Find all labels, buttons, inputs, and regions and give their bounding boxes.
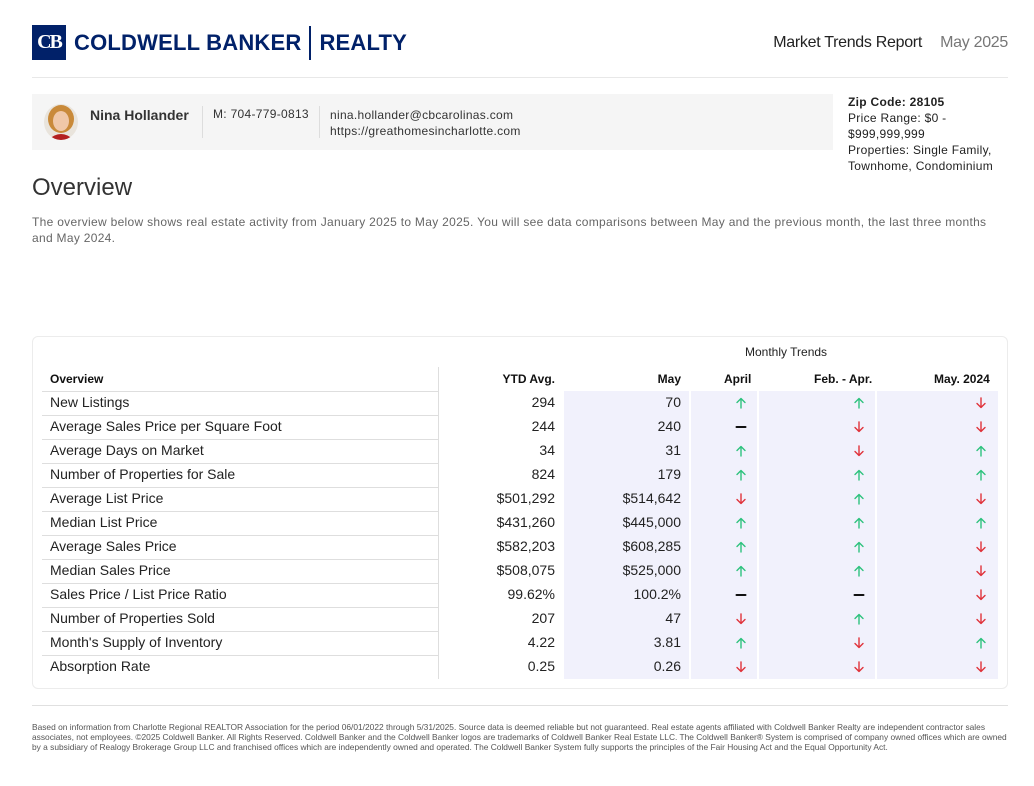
metric-name: New Listings [50, 394, 130, 410]
metric-name: Average Days on Market [50, 442, 204, 458]
arrow-up-icon [853, 613, 865, 625]
arrow-down-icon [735, 613, 747, 625]
ytd-value: 294 [531, 394, 555, 410]
metric-name: Average Sales Price [50, 538, 177, 554]
arrow-up-icon [735, 637, 747, 649]
logo-brand-suffix: REALTY [319, 29, 408, 55]
overview-description: The overview below shows real estate activity from January 2025 to May 2025. You will see data comparisons between May and the previous month, the last three months and May 2024. [32, 215, 987, 245]
arrow-up-icon [975, 469, 987, 481]
table-row [0, 511, 1034, 535]
ytd-value: 99.62% [507, 586, 555, 602]
dash-icon [853, 589, 865, 601]
table-row [0, 535, 1034, 559]
arrow-up-icon [735, 397, 747, 409]
arrow-up-icon [975, 517, 987, 529]
arrow-down-icon [975, 589, 987, 601]
report-date: May 2025 [940, 34, 1008, 51]
logo-divider [309, 26, 311, 60]
arrow-up-icon [853, 517, 865, 529]
arrow-down-icon [975, 421, 987, 433]
may-value: 0.26 [653, 658, 681, 674]
header-divider [32, 77, 1008, 78]
table-row [0, 583, 1034, 607]
arrow-down-icon [735, 493, 747, 505]
price-range: Price Range: $0 - $999,999,999 [848, 111, 947, 141]
arrow-up-icon [735, 469, 747, 481]
arrow-down-icon [735, 661, 747, 673]
ytd-value: 244 [531, 418, 555, 434]
may-value: 47 [665, 610, 681, 626]
ytd-value: 4.22 [527, 634, 555, 650]
arrow-up-icon [853, 397, 865, 409]
agent-phone[interactable]: M: 704-779-0813 [213, 107, 309, 121]
overview-title: Overview [32, 174, 133, 201]
arrow-down-icon [853, 661, 865, 673]
table-row [0, 631, 1034, 655]
metric-name: Number of Properties Sold [50, 610, 215, 626]
agent-website[interactable]: https://greathomesincharlotte.com [330, 124, 521, 138]
ytd-value: 824 [531, 466, 555, 482]
arrow-down-icon [853, 637, 865, 649]
arrow-down-icon [853, 445, 865, 457]
agent-card [32, 94, 833, 150]
ytd-value: 34 [539, 442, 555, 458]
may-value: 240 [657, 418, 681, 434]
arrow-up-icon [975, 445, 987, 457]
footer-divider [32, 705, 1008, 706]
arrow-up-icon [853, 565, 865, 577]
metric-name: Sales Price / List Price Ratio [50, 586, 227, 602]
col-header-may: May [657, 372, 681, 386]
table-row [0, 559, 1034, 583]
may-value: 100.2% [633, 586, 681, 602]
arrow-up-icon [853, 493, 865, 505]
metric-name: Month's Supply of Inventory [50, 634, 223, 650]
metric-name: Number of Properties for Sale [50, 466, 236, 482]
table-row [0, 463, 1034, 487]
agent-name: Nina Hollander [90, 107, 189, 123]
may-value: $525,000 [622, 562, 681, 578]
zip-code: Zip Code: 28105 [848, 95, 945, 109]
col-header-ytd: YTD Avg. [502, 372, 555, 386]
ytd-value: 0.25 [527, 658, 555, 674]
arrow-up-icon [735, 517, 747, 529]
arrow-up-icon [735, 445, 747, 457]
dash-icon [735, 589, 747, 601]
arrow-down-icon [975, 541, 987, 553]
logo-mark: CB [32, 25, 66, 60]
arrow-down-icon [975, 493, 987, 505]
col-header-may-2024: May. 2024 [934, 372, 990, 386]
arrow-down-icon [975, 613, 987, 625]
agent-avatar [44, 104, 78, 140]
ytd-value: $508,075 [496, 562, 555, 578]
may-value: $445,000 [622, 514, 681, 530]
property-types: Properties: Single Family, Townhome, Condominium [848, 143, 994, 173]
arrow-up-icon [853, 541, 865, 553]
table-row [0, 439, 1034, 463]
table-row [0, 415, 1034, 439]
agent-email[interactable]: nina.hollander@cbcarolinas.com [330, 108, 514, 122]
table-row [0, 391, 1034, 415]
monthly-trends-label: Monthly Trends [745, 345, 828, 359]
report-header [32, 24, 1008, 64]
arrow-down-icon [853, 421, 865, 433]
coldwell-banker-logo [32, 25, 407, 60]
col-header-overview: Overview [50, 372, 104, 386]
may-value: $608,285 [622, 538, 681, 554]
arrow-up-icon [735, 541, 747, 553]
table-row [0, 607, 1034, 631]
arrow-down-icon [975, 397, 987, 409]
metric-name: Absorption Rate [50, 658, 151, 674]
may-value: 179 [657, 466, 681, 482]
ytd-value: 207 [531, 610, 555, 626]
col-header-april: April [724, 372, 752, 386]
table-row [0, 655, 1034, 679]
dash-icon [735, 421, 747, 433]
agent-divider [202, 106, 203, 138]
header-row-divider [42, 391, 438, 392]
report-filters [848, 94, 1008, 174]
arrow-up-icon [975, 637, 987, 649]
ytd-value: $431,260 [496, 514, 555, 530]
may-value: 31 [665, 442, 681, 458]
metric-name: Average Sales Price per Square Foot [50, 418, 282, 434]
arrow-down-icon [975, 661, 987, 673]
col-header-feb-apr: Feb. - Apr. [814, 372, 873, 386]
metric-name: Average List Price [50, 490, 164, 506]
agent-divider [319, 106, 320, 138]
arrow-up-icon [735, 565, 747, 577]
may-value: $514,642 [622, 490, 681, 506]
report-title: Market Trends Report [773, 34, 922, 51]
arrow-up-icon [853, 469, 865, 481]
ytd-value: $501,292 [496, 490, 555, 506]
arrow-down-icon [975, 565, 987, 577]
ytd-value: $582,203 [496, 538, 555, 554]
disclaimer: Based on information from Charlotte Regional REALTOR Association for the period 06/01/2022 through 5/31/2025. Source data is deemed reliable but not guaranteed. Real estate agents affiliated with Coldwell Banker Realty are independent contractor sales associates, not employees. ©2025 Coldwell Banker. All Rights Reserved. Coldwell Banker and the Coldwell Banker logos are trademarks of Coldwell Banker Real Estate LLC. The Coldwell Banker® System is comprised of company owned offices which are owned by a subsidiary of Realogy Brokerage Group LLC and franchised offices which are independently owned and operated. The Coldwell Banker System fully supports the principles of the Fair Housing Act and the Equal Opportunity Act. [32, 722, 1007, 752]
logo-brand-name: COLDWELL BANKER [74, 29, 302, 55]
may-value: 70 [665, 394, 681, 410]
metric-name: Median List Price [50, 514, 158, 530]
may-value: 3.81 [653, 634, 681, 650]
table-row [0, 487, 1034, 511]
report-heading [773, 34, 1008, 52]
agent-contact [330, 107, 521, 139]
metric-name: Median Sales Price [50, 562, 171, 578]
